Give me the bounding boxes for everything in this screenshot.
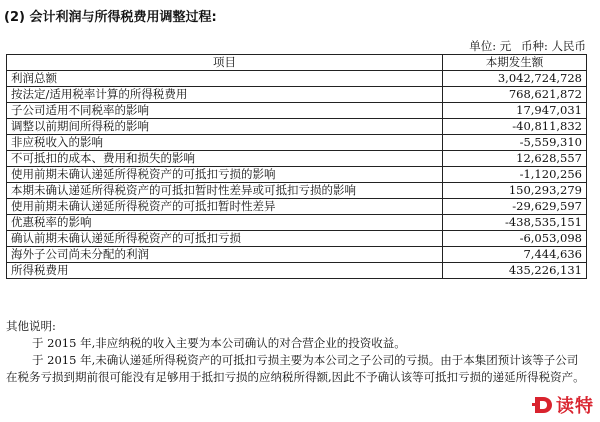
tax-adjustment-table — [6, 54, 587, 279]
header-amount: 本期发生额 — [443, 55, 587, 71]
row-amount: -1,120,256 — [443, 167, 587, 183]
logo-text: 读特 — [556, 396, 594, 417]
table-row — [7, 263, 587, 279]
row-amount: -6,053,098 — [443, 231, 587, 247]
row-amount: 768,621,872 — [443, 87, 587, 103]
d-logo-icon — [532, 394, 554, 416]
section-title: (2) 会计利润与所得税费用调整过程: — [4, 10, 217, 25]
table-header-row — [7, 55, 587, 71]
table-row — [7, 231, 587, 247]
header-item: 项目 — [7, 55, 443, 71]
row-item: 利润总额 — [7, 71, 443, 87]
table-row — [7, 247, 587, 263]
row-item: 海外子公司尚未分配的利润 — [7, 247, 443, 263]
row-amount: -29,629,597 — [443, 199, 587, 215]
table-row — [7, 167, 587, 183]
row-item: 本期未确认递延所得税资产的可抵扣暂时性差异或可抵扣亏损的影响 — [7, 183, 443, 199]
unit-label: 单位: 元 — [469, 39, 512, 53]
table-row — [7, 215, 587, 231]
table-row — [7, 103, 587, 119]
row-amount: 7,444,636 — [443, 247, 587, 263]
row-amount: 12,628,557 — [443, 151, 587, 167]
notes-section — [6, 318, 586, 386]
row-amount: 150,293,279 — [443, 183, 587, 199]
table-row — [7, 119, 587, 135]
row-item: 优惠税率的影响 — [7, 215, 443, 231]
row-amount: 3,042,724,728 — [443, 71, 587, 87]
row-item: 非应税收入的影响 — [7, 135, 443, 151]
table-row — [7, 71, 587, 87]
notes-heading: 其他说明: — [6, 319, 56, 333]
row-item: 按法定/适用税率计算的所得税费用 — [7, 87, 443, 103]
notes-paragraph-2: 于 2015 年,未确认递延所得税资产的可抵扣亏损主要为本公司之子公司的亏损。由于本集团预计该等子公司在税务亏损到期前很可能没有足够用于抵扣亏损的应纳税所得额,因此不予确认该等可抵扣亏损的递延所得税资产。 — [6, 353, 585, 384]
currency-label: 币种: 人民币 — [520, 39, 586, 53]
table-row — [7, 151, 587, 167]
row-item: 确认前期未确认递延所得税资产的可抵扣亏损 — [7, 231, 443, 247]
table-row — [7, 135, 587, 151]
row-amount: -5,559,310 — [443, 135, 587, 151]
row-item: 所得税费用 — [7, 263, 443, 279]
table-row — [7, 87, 587, 103]
table-row — [7, 199, 587, 215]
row-amount: 435,226,131 — [443, 263, 587, 279]
row-item: 使用前期未确认递延所得税资产的可抵扣暂时性差异 — [7, 199, 443, 215]
row-item: 使用前期未确认递延所得税资产的可抵扣亏损的影响 — [7, 167, 443, 183]
watermark-logo — [532, 392, 594, 418]
table-row — [7, 183, 587, 199]
row-item: 调整以前期间所得税的影响 — [7, 119, 443, 135]
row-item: 不可抵扣的成本、费用和损失的影响 — [7, 151, 443, 167]
row-amount: -40,811,832 — [443, 119, 587, 135]
row-amount: -438,535,151 — [443, 215, 587, 231]
unit-line — [463, 38, 586, 54]
row-amount: 17,947,031 — [443, 103, 587, 119]
row-item: 子公司适用不同税率的影响 — [7, 103, 443, 119]
notes-paragraph-1: 于 2015 年,非应纳税的收入主要为本公司确认的对合营企业的投资收益。 — [32, 336, 406, 350]
